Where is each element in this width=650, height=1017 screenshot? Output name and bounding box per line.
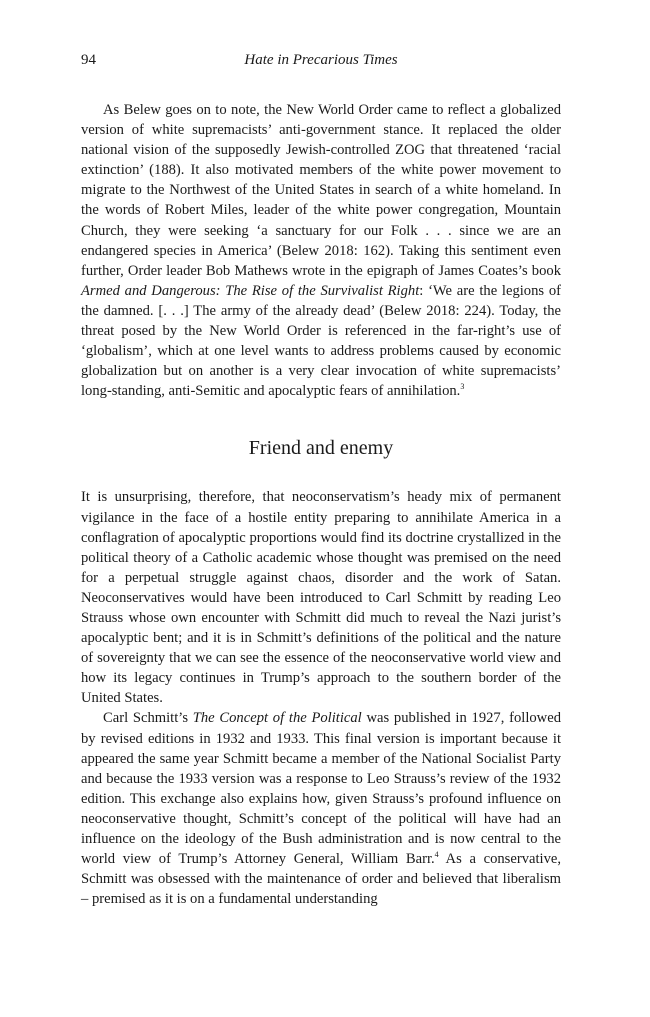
footnote-marker-4[interactable]: 4: [434, 850, 439, 860]
paragraph-3-text-b: was published in 1927, followed by revised editions in 1932 and 1933. This final version is important because it appeared the same year Schmitt became a member of the National Socialist Party and because the 1933 version was a response to Leo Strauss’s review of the 1932 edition. This exchange also explains how, given Strauss’s profound influence on neoconservative thought, Schmitt’s concept of the political will have had an influence on the ideology of the Bush administration and is now central to the world view of Trump’s Attorney General, William Barr.: [81, 710, 561, 868]
paragraph-1: [81, 100, 561, 401]
paragraph-1-text-b: : ‘We are the legions of the damned. [. . .] The army of the already dead’ (Belew 2018: 224). Today, the threat posed by the New World Order is referenced in the far-right’s use of ‘globalism’, which at one level wants to address problems caused by economic globalization but on another is a very clear invocation of white supremacists’ long-standing, anti-Semitic and apocalyptic fears of annihilation.: [81, 282, 561, 400]
paragraph-1-text-a: As Belew goes on to note, the New World Order came to reflect a globalized version of white supremacists’ anti-government stance. It replaced the older national vision of the supposedly Jewish-controlled ZOG that threatened ‘racial extinction’ (188). It also motivated members of the white power movement to migrate to the Northwest of the United States in search of a white homeland. In the words of Robert Miles, leader of the white power congregation, Mountain Church, they were seeking ‘a sanctuary for our Folk . . . since we are an endangered species in America’ (Belew 2018: 162). Taking this sentiment even further, Order leader Bob Mathews wrote in the epigraph of James Coates’s book: [81, 102, 561, 279]
body-text: [81, 100, 561, 909]
paragraph-3: [81, 708, 561, 909]
running-head: Hate in Precarious Times: [244, 52, 398, 68]
paragraph-3-text-a: Carl Schmitt’s: [103, 710, 193, 727]
book-title-concept-of-the-political: The Concept of the Political: [192, 710, 362, 727]
paragraph-2: It is unsurprising, therefore, that neoconservatism’s heady mix of permanent vigilance in the face of a hostile entity preparing to annihilate America in a conflagration of apocalyptic proportions would find its doctrine crystallized in the political theory of a Catholic academic whose thought was premised on the need for a perpetual struggle against chaos, disorder and the work of Satan. Neoconservatives would have been introduced to Carl Schmitt by reading Leo Strauss whose own encounter with Schmitt did much to reveal the Nazi jurist’s apocalyptic bent; and it is in Schmitt’s definitions of the political and the nature of sovereignty that we can see the essence of the neoconservative world view and how its legacy continues in Trump’s approach to the southern border of the United States.: [81, 489, 561, 707]
page-header: [81, 52, 561, 72]
book-title-armed-and-dangerous: Armed and Dangerous: The Rise of the Survivalist Right: [81, 282, 420, 299]
page-number: 94: [81, 52, 96, 68]
section-heading: Friend and enemy: [248, 437, 394, 460]
footnote-marker-3[interactable]: 3: [460, 382, 465, 392]
paragraph-3-text-c: As a conservative, Schmitt was obsessed with the maintenance of order and believed that liberalism – premised as it is on a fundamental understanding: [81, 851, 561, 908]
